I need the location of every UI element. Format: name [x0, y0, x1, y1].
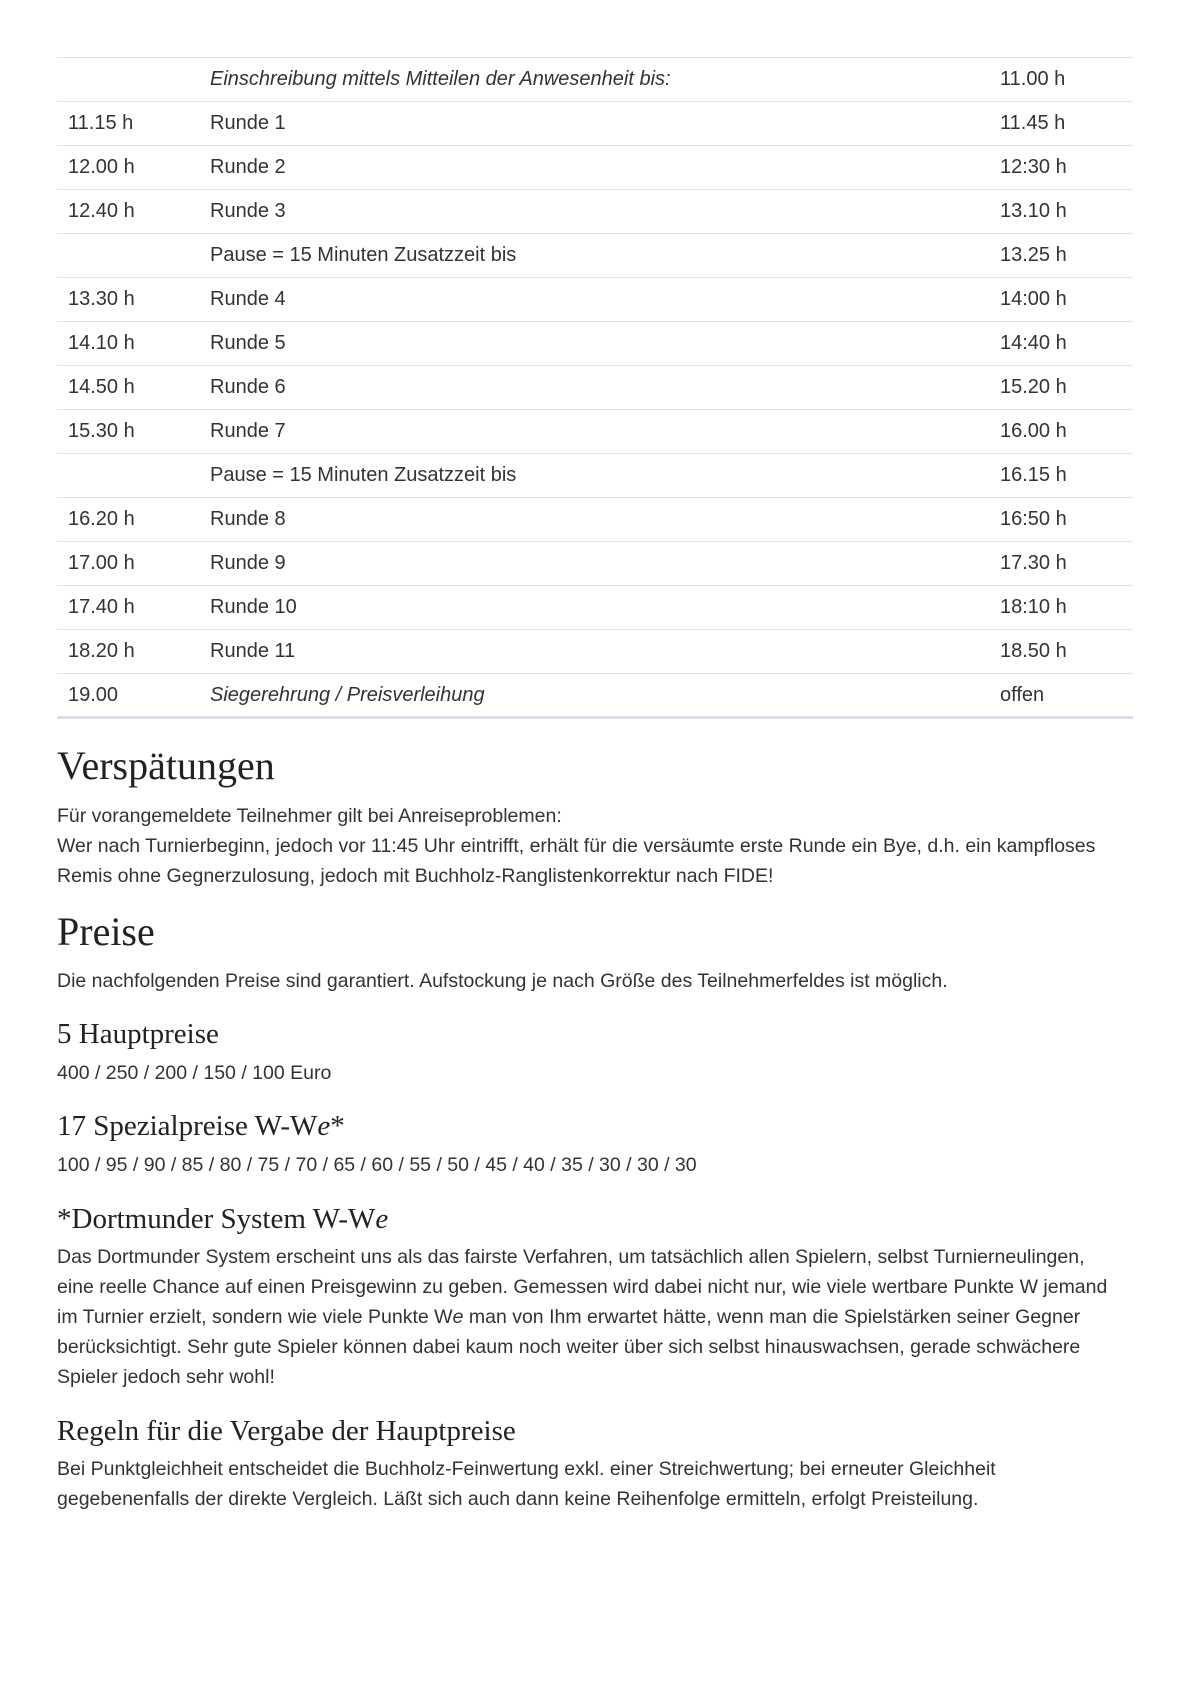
schedule-end-time: offen — [989, 674, 1133, 718]
late-line-3: Remis ohne Gegnerzulosung, jedoch mit Buchholz-Ranglistenkorrektur nach FIDE! — [57, 865, 774, 887]
schedule-row — [57, 498, 1133, 542]
rules-line-1: Bei Punktgleichheit entscheidet die Buchholz-Feinwertung exkl. einer Streichwertung; bei erneuter Gleichheit — [57, 1458, 996, 1480]
schedule-start-time: 11.15 h — [57, 102, 199, 146]
schedule-start-time: 14.10 h — [57, 322, 199, 366]
schedule-start-time: 17.00 h — [57, 542, 199, 586]
dortmund-line-3 — [57, 1302, 1147, 1332]
schedule-start-time: 13.30 h — [57, 278, 199, 322]
dortmund-heading-e: e — [375, 1203, 389, 1235]
schedule-label: Runde 2 — [199, 146, 989, 190]
prizes-intro: Die nachfolgenden Preise sind garantiert. Aufstockung je nach Größe des Teilnehmerfeldes ist möglich. — [57, 970, 948, 992]
schedule-row — [57, 146, 1133, 190]
main-prizes-values: 400 / 250 / 200 / 150 / 100 Euro — [57, 1062, 332, 1084]
schedule-label: Pause = 15 Minuten Zusatzzeit bis — [199, 454, 989, 498]
rules-line-2: gegebenenfalls der direkte Vergleich. Läßt sich auch dann keine Reihenfolge ermitteln, erfolgt Preisteilung. — [57, 1488, 979, 1510]
schedule-label: Runde 4 — [199, 278, 989, 322]
schedule-row — [57, 586, 1133, 630]
rules-text — [57, 1454, 1147, 1514]
schedule-end-time: 14:40 h — [989, 322, 1133, 366]
schedule-end-time: 16.15 h — [989, 454, 1133, 498]
main-prizes-heading: 5 Hauptpreise — [57, 1018, 219, 1050]
schedule-end-time: 13.10 h — [989, 190, 1133, 234]
schedule-end-time: 13.25 h — [989, 234, 1133, 278]
schedule-row — [57, 630, 1133, 674]
special-prizes-heading — [57, 1109, 1147, 1143]
prizes-heading: Preise — [57, 909, 155, 954]
dortmund-line-2: eine reelle Chance auf einen Preisgewinn zu geben. Gemessen wird dabei nicht nur, wie viele wertbare Punkte W jemand — [57, 1276, 1108, 1298]
schedule-row — [57, 454, 1133, 498]
schedule-label: Siegerehrung / Preisverleihung — [199, 674, 989, 718]
schedule-row — [57, 410, 1133, 454]
schedule-start-time: 12.00 h — [57, 146, 199, 190]
schedule-end-time: 15.20 h — [989, 366, 1133, 410]
schedule-start-time — [57, 58, 199, 102]
schedule-end-time: 11.00 h — [989, 58, 1133, 102]
schedule-start-time: 17.40 h — [57, 586, 199, 630]
rules-heading: Regeln für die Vergabe der Hauptpreise — [57, 1415, 516, 1447]
schedule-row — [57, 234, 1133, 278]
schedule-label: Runde 5 — [199, 322, 989, 366]
schedule-start-time — [57, 234, 199, 278]
schedule-label: Runde 9 — [199, 542, 989, 586]
schedule-start-time — [57, 454, 199, 498]
schedule-start-time: 18.20 h — [57, 630, 199, 674]
dortmund-line-5: Spieler jedoch sehr wohl! — [57, 1366, 275, 1388]
schedule-start-time: 16.20 h — [57, 498, 199, 542]
schedule-end-time: 16:50 h — [989, 498, 1133, 542]
schedule-table — [57, 57, 1133, 719]
schedule-row — [57, 190, 1133, 234]
special-heading-post: * — [330, 1110, 345, 1142]
schedule-row — [57, 102, 1133, 146]
schedule-end-time: 12:30 h — [989, 146, 1133, 190]
schedule-start-time: 15.30 h — [57, 410, 199, 454]
schedule-end-time: 17.30 h — [989, 542, 1133, 586]
schedule-label: Einschreibung mittels Mitteilen der Anwesenheit bis: — [199, 58, 989, 102]
late-heading: Verspätungen — [57, 743, 275, 788]
dortmund-heading — [57, 1202, 1147, 1236]
schedule-end-time: 14:00 h — [989, 278, 1133, 322]
dortmund-line-4: berücksichtigt. Sehr gute Spieler können dabei kaum noch weiter über sich selbst hinauswachsen, gerade schwächere — [57, 1336, 1081, 1358]
schedule-row — [57, 674, 1133, 718]
schedule-label: Runde 1 — [199, 102, 989, 146]
late-line-2: Wer nach Turnierbeginn, jedoch vor 11:45 Uhr eintrifft, erhält für die versäumte erste Runde ein Bye, d.h. ein kampfloses — [57, 835, 1096, 857]
dortmund-heading-pre: *Dortmunder System W-W — [57, 1203, 376, 1235]
special-prizes-values: 100 / 95 / 90 / 85 / 80 / 75 / 70 / 65 / 60 / 55 / 50 / 45 / 40 / 35 / 30 / 30 / 30 — [57, 1154, 697, 1176]
dortmund-text — [57, 1242, 1147, 1392]
dortmund-line-1: Das Dortmunder System erscheint uns als das fairste Verfahren, um tatsächlich allen Spielern, selbst Turnierneulingen, — [57, 1246, 1085, 1268]
schedule-row — [57, 58, 1133, 102]
dortmund-line-3-post: man von Ihm erwartet hätte, wenn man die Spielstärken seiner Gegner — [463, 1306, 1081, 1328]
dortmund-line-3-pre: im Turnier erzielt, sondern wie viele Punkte W — [57, 1306, 453, 1328]
schedule-start-time: 12.40 h — [57, 190, 199, 234]
schedule-start-time: 14.50 h — [57, 366, 199, 410]
schedule-label: Runde 6 — [199, 366, 989, 410]
special-heading-pre: 17 Spezialpreise W-W — [57, 1110, 318, 1142]
schedule-label: Runde 8 — [199, 498, 989, 542]
schedule-end-time: 11.45 h — [989, 102, 1133, 146]
schedule-label: Runde 10 — [199, 586, 989, 630]
schedule-row — [57, 366, 1133, 410]
schedule-body — [57, 58, 1133, 718]
schedule-label: Runde 11 — [199, 630, 989, 674]
schedule-end-time: 18:10 h — [989, 586, 1133, 630]
late-text — [57, 801, 1147, 891]
special-heading-e: e — [317, 1110, 331, 1142]
schedule-label: Runde 3 — [199, 190, 989, 234]
schedule-row — [57, 322, 1133, 366]
schedule-section — [57, 57, 1133, 719]
schedule-row — [57, 278, 1133, 322]
schedule-end-time: 18.50 h — [989, 630, 1133, 674]
schedule-end-time: 16.00 h — [989, 410, 1133, 454]
schedule-row — [57, 542, 1133, 586]
schedule-label: Runde 7 — [199, 410, 989, 454]
dortmund-line-3-e: e — [452, 1306, 464, 1328]
late-line-1: Für vorangemeldete Teilnehmer gilt bei Anreiseproblemen: — [57, 805, 562, 827]
schedule-label: Pause = 15 Minuten Zusatzzeit bis — [199, 234, 989, 278]
schedule-start-time: 19.00 — [57, 674, 199, 718]
